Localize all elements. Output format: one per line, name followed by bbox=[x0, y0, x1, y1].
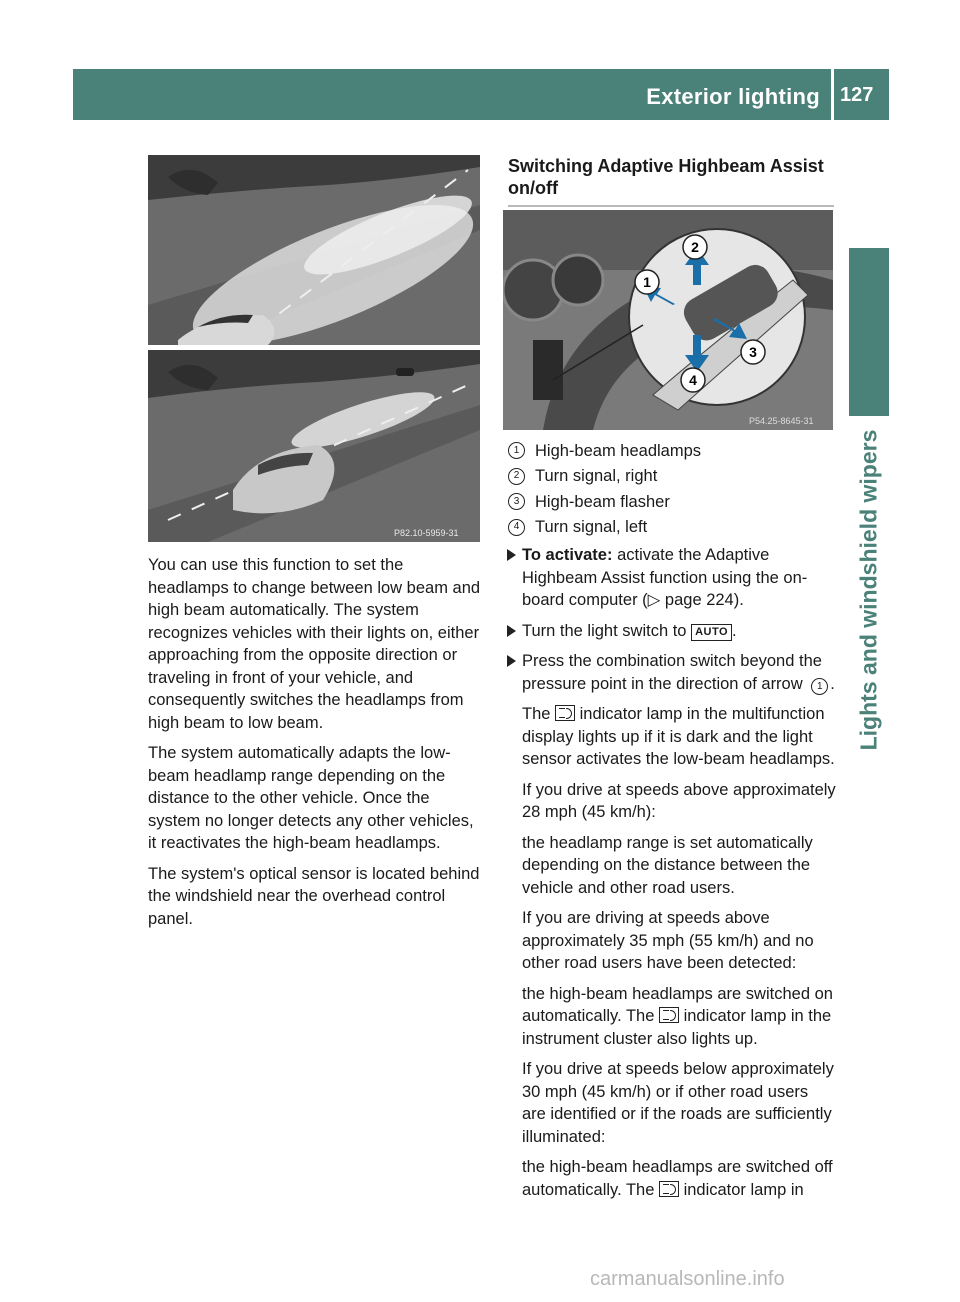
callout-4: 4 bbox=[689, 372, 697, 388]
legend-item bbox=[508, 489, 834, 515]
legend-list bbox=[508, 438, 834, 540]
side-tab-marker bbox=[849, 248, 889, 416]
road-illustration-low-beam bbox=[148, 350, 480, 542]
arrow-number: 1 bbox=[811, 678, 828, 695]
step-punctuation: . bbox=[732, 621, 737, 640]
callout-1: 1 bbox=[643, 274, 651, 290]
step-arrow-icon bbox=[507, 549, 516, 561]
step-text: indicator lamp in the instrument cluster also lights up. bbox=[522, 1007, 832, 1048]
image-code: P82.10-5959-31 bbox=[394, 528, 459, 538]
step-text: indicator lamp in the multifunction display lights up if it is dark and the light sensor activates the low-beam headlamps. bbox=[522, 705, 835, 768]
legend-text: High-beam flasher bbox=[535, 492, 670, 511]
adaptive-highbeam-lamp-icon bbox=[555, 705, 575, 721]
step-text: Press the combination switch beyond the pressure point in the direction of arrow bbox=[522, 652, 822, 693]
intro-paragraph: The system automatically adapts the low-beam headlamp range depending on the distance to the other vehicle. Once the system no longer detects any other vehicles, it reactivates the high-beam headlamps. bbox=[148, 744, 474, 852]
step-text: the high-beam headlamps are switched on automatically. The bbox=[522, 984, 833, 1025]
step-text: indicator lamp in bbox=[683, 1180, 804, 1199]
watermark: carmanualsonline.info bbox=[590, 1268, 785, 1290]
step-light-switch bbox=[508, 620, 836, 643]
callout-2: 2 bbox=[691, 239, 699, 255]
side-tab bbox=[849, 420, 889, 760]
step-arrow-icon bbox=[507, 655, 516, 667]
step-text: activate the Adaptive Highbeam Assist function using the on-board computer (▷ page 224). bbox=[522, 546, 808, 609]
section-heading: Switching Adaptive Highbeam Assist on/off bbox=[508, 155, 834, 207]
legend-item bbox=[508, 438, 834, 464]
step-text: the high-beam headlamps are switched off automatically. The bbox=[522, 1158, 833, 1199]
legend-text: High-beam headlamps bbox=[535, 441, 702, 460]
step-press-switch bbox=[508, 650, 836, 1201]
header-separator bbox=[831, 69, 834, 120]
step-label: To activate: bbox=[522, 546, 613, 564]
step-text: If you drive at speeds above approximately 28 mph (45 km/h): bbox=[522, 780, 836, 821]
legend-number: 3 bbox=[508, 493, 525, 510]
high-beam-lamp-icon bbox=[659, 1181, 679, 1197]
step-punctuation: . bbox=[830, 674, 835, 693]
combination-switch-illustration bbox=[503, 210, 833, 430]
step-text: Turn the light switch to bbox=[522, 621, 687, 640]
step-text: The bbox=[522, 705, 551, 723]
step-text: If you drive at speeds below approximately 30 mph (45 km/h) or if other road users are identified or if the roads are sufficiently illuminated: bbox=[522, 1060, 834, 1146]
legend-text: Turn signal, left bbox=[535, 518, 648, 536]
header-title: Exterior lighting bbox=[646, 84, 820, 109]
road-illustration-high-beam bbox=[148, 155, 480, 345]
legend-number: 1 bbox=[508, 442, 525, 459]
page-number: 127 bbox=[840, 84, 874, 106]
auto-light-icon: AUTO bbox=[691, 624, 732, 641]
callout-3: 3 bbox=[749, 344, 757, 360]
side-tab-label: Lights and windshield wipers bbox=[855, 429, 882, 751]
high-beam-lamp-icon bbox=[659, 1007, 679, 1023]
legend-item bbox=[508, 464, 834, 490]
image-code: P54.25-8645-31 bbox=[749, 416, 814, 426]
legend-number: 2 bbox=[508, 468, 525, 485]
step-arrow-icon bbox=[507, 625, 516, 637]
legend-item bbox=[508, 515, 834, 541]
instruction-steps bbox=[508, 544, 836, 1209]
intro-paragraph: You can use this function to set the headlamps to change between low beam and high beam automatically. The system recognizes vehicles with their lights on, either approaching from the opposite direction or traveling in front of your vehicle, and consequently switches the headlamps from high beam to low beam. bbox=[148, 556, 481, 732]
intro-paragraph: The system's optical sensor is located behind the windshield near the overhead control panel. bbox=[148, 864, 480, 928]
step-text: the headlamp range is set automatically depending on the distance between the vehicle and other road users. bbox=[522, 833, 813, 897]
legend-number: 4 bbox=[508, 519, 525, 536]
step-text: If you are driving at speeds above approximately 35 mph (55 km/h) and no other road users have been detected: bbox=[522, 909, 814, 972]
legend-text: Turn signal, right bbox=[535, 467, 658, 485]
step-activate bbox=[508, 544, 836, 612]
intro-text bbox=[148, 554, 484, 938]
